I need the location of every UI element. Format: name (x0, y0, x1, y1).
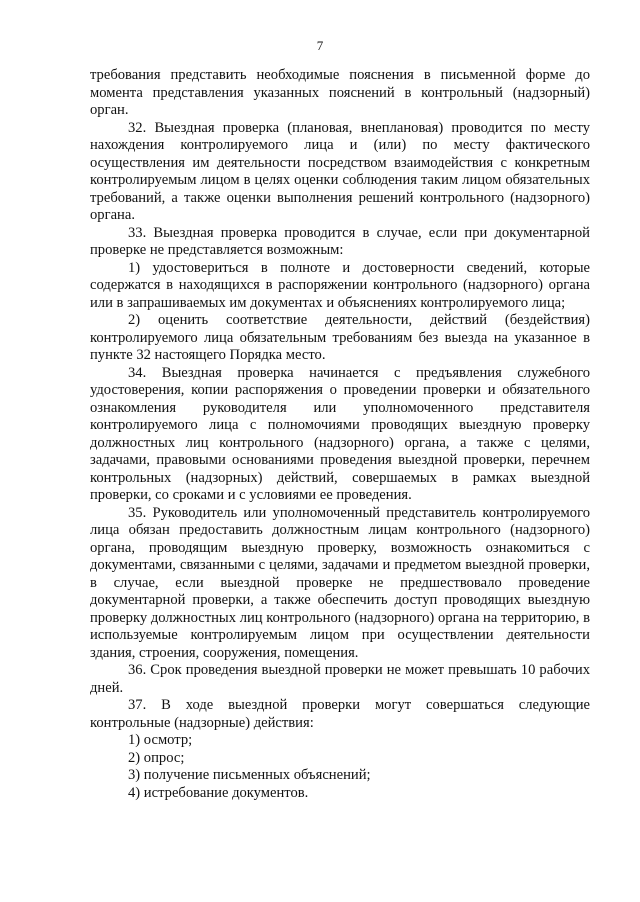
paragraph-continuation: требования представить необходимые пояснения в письменной форме до момента представления указанных пояснений в контрольный (надзорный) орган. (90, 67, 590, 118)
list-item: 2) опрос; (128, 749, 185, 766)
document-body (90, 67, 590, 802)
paragraph-32: 32. Выездная проверка (плановая, внеплановая) проводится по месту нахождения контролируемого лица и (или) по месту фактического осуществления им деятельности посредством взаимодействия с конкретным контролируемым лицом в целях оценки соблюдения таким лицом обязательных требований, а также оценки выполнения решений контрольного (надзорного) органа. (90, 119, 590, 223)
list-item: 1) осмотр; (128, 732, 193, 748)
list-item: 3) получение письменных объяснений; (128, 767, 371, 783)
page-number: 7 (316, 38, 324, 53)
paragraph-33-item-1: 1) удостовериться в полноте и достоверности сведений, которые содержатся в находящихся в распоряжении контрольного (надзорного) органа или в запрашиваемых им документах и объяснениях контролируемого лица; (90, 259, 590, 311)
paragraph-37: 37. В ходе выездной проверки могут совершаться следующие контрольные (надзорные) действия: (90, 697, 590, 731)
paragraph-33: 33. Выездная проверка проводится в случае, если при документарной проверке не представляется возможным: (90, 224, 590, 258)
paragraph-35: 35. Руководитель или уполномоченный представитель контролируемого лица обязан предоставить должностным лицам контрольного (надзорного) органа, проводящим выездную проверку, возможность ознакомиться с документами, связанными с целями, задачами и предметом выездной проверки, в случае, если выездной проверке не предшествовало проведение документарной проверки, а также обеспечить доступ проводящих выездную проверку должностных лиц контрольного (надзорного) органа на территорию, в используемые контролируемым лицом при осуществлении деятельности здания, строения, сооружения, помещения. (90, 504, 590, 661)
paragraph-36: 36. Срок проведения выездной проверки не может превышать 10 рабочих дней. (90, 662, 590, 696)
paragraph-34: 34. Выездная проверка начинается с предъявления служебного удостоверения, копии распоряжения о проведении проверки и обязательного ознакомления руководителя или уполномоченного представителя контролируемого лица с полномочиями проводящих выездную проверку должностных лиц контрольного (надзорного) органа, а также с целями, задачами, правовыми основаниями проведения выездной проверки, перечнем контрольных (надзорных) действий, совершаемых в рамках выездной проверки, со сроками и с условиями ее проведения. (90, 364, 590, 503)
list-item: 4) истребование документов. (128, 784, 309, 801)
paragraph-33-item-2: 2) оценить соответствие деятельности, действий (бездействия) контролируемого лица обязательным требованиям без выезда на указанное в пункте 32 настоящего Порядка место. (90, 312, 590, 363)
